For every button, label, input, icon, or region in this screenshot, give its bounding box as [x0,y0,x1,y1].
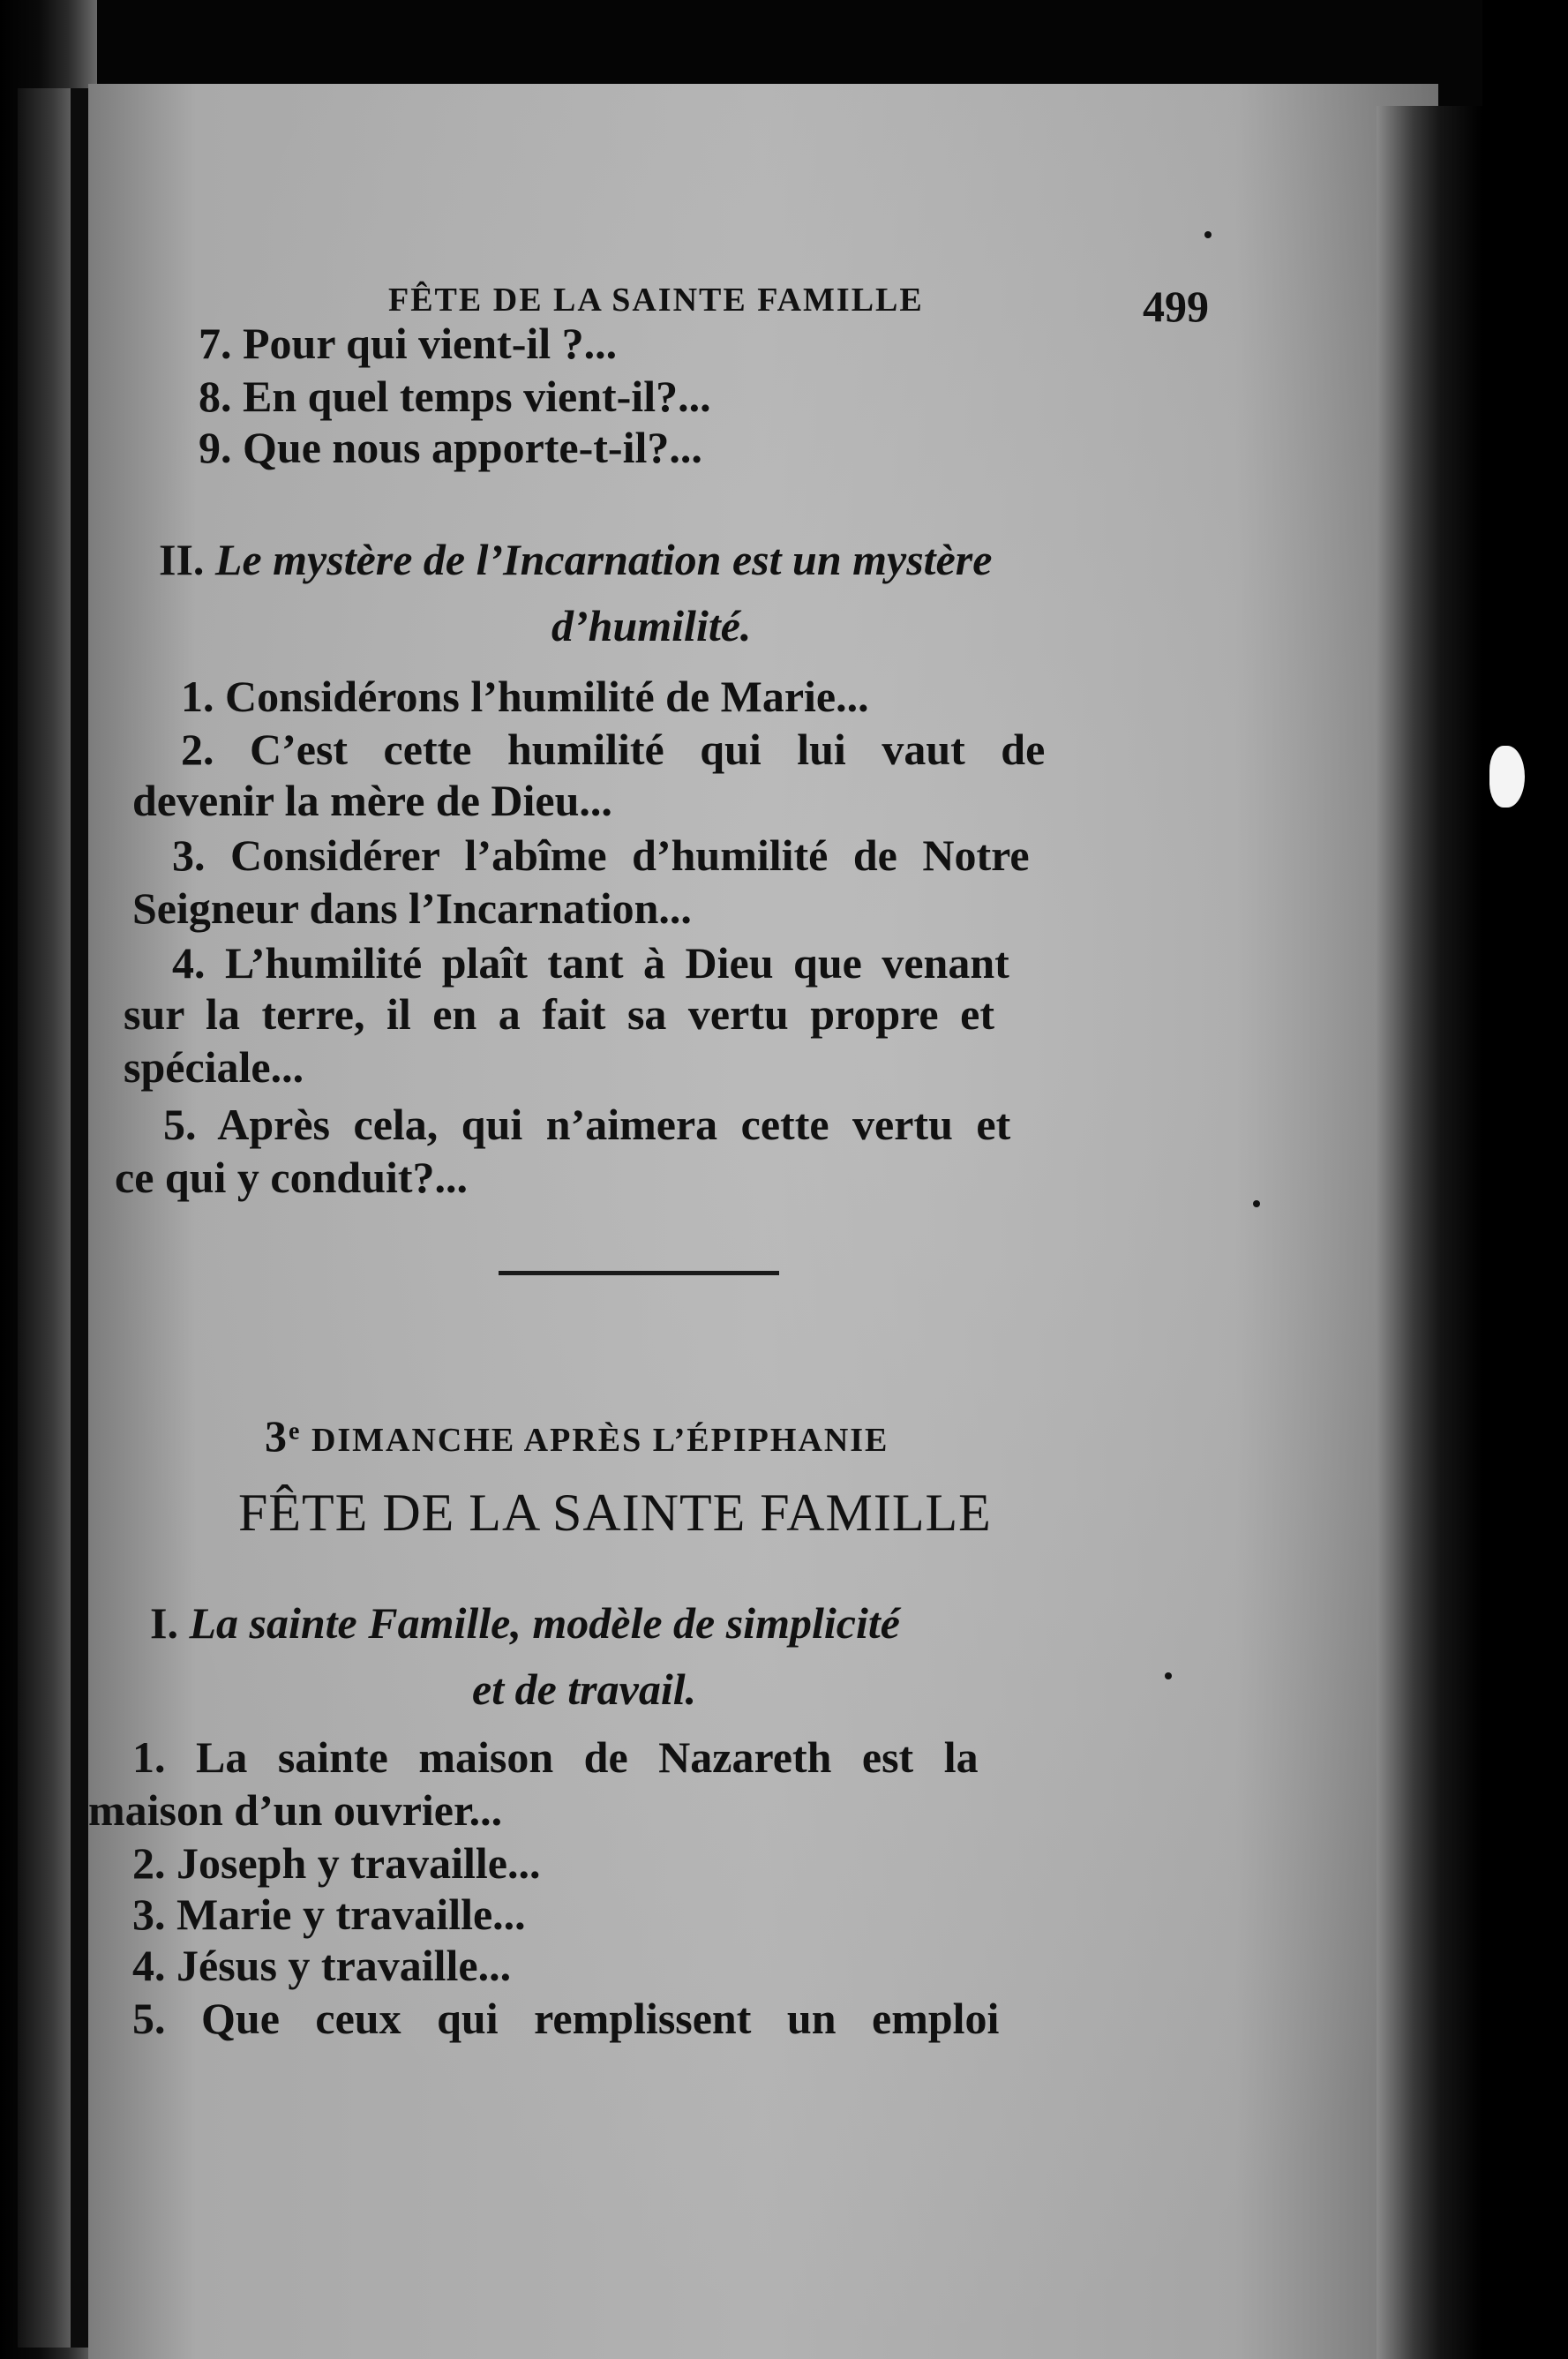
paragraph-line: 1. Considérons l’humilité de Marie... [181,672,869,721]
section-heading-line: et de travail. [472,1664,697,1714]
film-right-edge [1482,0,1568,2359]
section-heading-line: d’humilité. [551,601,752,650]
sunday-ordinal: 3 [265,1411,289,1461]
list-item: 7. Pour qui vient-il ?... [199,319,618,368]
dust-speck [1204,231,1212,238]
paragraph-line: 2. Joseph y travaille... [132,1838,541,1888]
paragraph-line: sur la terre, il en a fait sa vertu propre et [124,989,994,1039]
page-number: 499 [1143,282,1209,331]
page-edge-shadow [1377,106,1482,2359]
paragraph-line: 1. La sainte maison de Nazareth est la [132,1732,979,1782]
sunday-label: DIMANCHE APRÈS L’ÉPIPHANIE [311,1422,889,1459]
section-number: I. [150,1598,178,1648]
paragraph-line: ce qui y conduit?... [115,1153,469,1202]
paragraph-line: devenir la mère de Dieu... [132,776,612,825]
paragraph-line: 3. Considérer l’abîme d’humilité de Notre [172,830,1030,880]
section-heading-line: La sainte Famille, modèle de simplicité [189,1598,900,1648]
paragraph-line: maison d’un ouvrier... [88,1785,503,1835]
section-divider [499,1271,779,1275]
section-number: II. [159,535,205,584]
running-title: FÊTE DE LA SAINTE FAMILLE [388,282,924,319]
paragraph-line: 5. Que ceux qui remplissent un emploi [132,1994,1000,2043]
sunday-ordinal-suffix: e [289,1417,302,1446]
paragraph-line: 4. Jésus y travaille... [132,1941,512,1990]
section-heading-line: Le mystère de l’Incarnation est un mystère [214,535,993,584]
feast-title: FÊTE DE LA SAINTE FAMILLE [238,1484,992,1542]
paragraph-line: 2. C’est cette humilité qui lui vaut de [181,725,1046,774]
dust-speck [1253,1200,1260,1207]
dust-speck [1165,1672,1172,1679]
section-heading-2 [159,534,992,585]
paragraph-line: spéciale... [124,1042,304,1092]
list-item: 9. Que nous apporte-t-il?... [199,423,702,472]
film-blot [1489,746,1525,808]
sunday-heading [265,1410,889,1461]
paragraph-line: 5. Après cela, qui n’aimera cette vertu et [163,1100,1011,1149]
section-heading-1 [150,1597,900,1649]
paragraph-line: 3. Marie y travaille... [132,1889,526,1939]
paragraph-line: 4. L’humilité plaît tant à Dieu que venant [172,938,1009,988]
list-item: 8. En quel temps vient-il?... [199,372,711,421]
paragraph-line: Seigneur dans l’Incarnation... [132,883,692,933]
